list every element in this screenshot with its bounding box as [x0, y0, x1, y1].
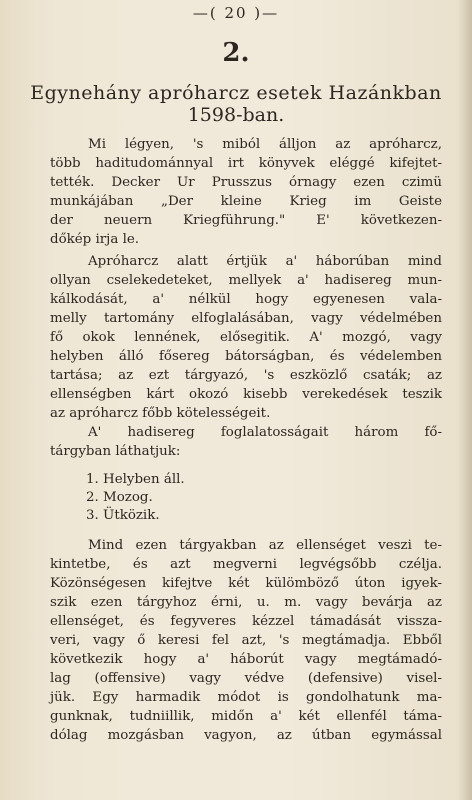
paragraph-1-line-4: munkájában „Der kleine Krieg im Geiste — [50, 194, 442, 209]
paragraph-4-line-11: dólag mozgásban vagyon, az útban egymással — [50, 728, 442, 743]
list-item-2: 2. Mozog. — [86, 490, 153, 505]
list-item-1: 1. Helyben áll. — [86, 472, 185, 487]
paragraph-2-line-4: melly tartomány elfoglalásában, vagy védelmében — [50, 311, 442, 326]
paragraph-4-line-8: lag (offensive) vagy védve (defensive) visel- — [50, 671, 442, 686]
paragraph-1-line-6: dőkép irja le. — [50, 232, 140, 247]
paragraph-2-line-3: kálkodását, a' nélkül hogy egyenesen vala- — [50, 292, 442, 307]
paragraph-4-line-6: veri, vagy ő keresi fel azt, 's megtámadja. Ebből — [50, 633, 442, 648]
paragraph-2-line-6: helyben álló fősereg bátorságban, és védelemben — [50, 349, 442, 364]
paragraph-4-line-7: következik hogy a' háborút vagy megtámadó- — [50, 652, 442, 667]
page-number-header: —( 20 )— — [192, 4, 280, 22]
paragraph-1-line-1: Mi légyen, 's miból álljon az apróharcz, — [88, 137, 442, 152]
paragraph-2-line-1: Apróharcz alatt értjük a' háborúban mind — [88, 254, 442, 269]
list-item-3: 3. Ütközik. — [86, 508, 160, 523]
section-title-line-1: Egynehány apróharcz esetek Hazánkban — [30, 82, 442, 104]
paragraph-3-line-2: tárgyban láthatjuk: — [50, 444, 181, 459]
paragraph-2-line-8: ellenségben kárt okozó kisebb verekedések teszik — [50, 387, 442, 402]
paragraph-4-line-9: jük. Egy harmadik módot is gondolhatunk ma- — [50, 690, 442, 705]
paragraph-2-line-7: tartása; az ezt tárgyazó, 's eszközlő csaták; az — [50, 368, 442, 383]
paragraph-1-line-2: több haditudománnyal irt könyvek eléggé kifejtet- — [50, 156, 442, 171]
paragraph-4-line-5: ellenséget, és fegyveres kézzel támadását vissza- — [50, 614, 442, 629]
paragraph-2-line-5: fő okok lennének, elősegitik. A' mozgó, vagy — [50, 330, 442, 345]
paragraph-4-line-2: kintetbe, és azt megverni legvégsőbb czélja. — [50, 557, 442, 572]
paragraph-3-line-1: A' hadisereg foglalatosságait három fő- — [88, 425, 442, 440]
paragraph-4-line-1: Mind ezen tárgyakban az ellenséget veszi te- — [88, 538, 442, 553]
paragraph-1-line-5: der neuern Kriegführung." E' következen- — [50, 213, 442, 228]
paragraph-4-line-10: gunknak, tudniillik, midőn a' két ellenfél táma- — [50, 709, 442, 724]
paragraph-2-line-2: ollyan cselekedeteket, mellyek a' hadisereg mun- — [50, 273, 442, 288]
section-title-line-2: 1598-ban. — [187, 104, 285, 126]
paragraph-4-line-3: Közönségesen kifejtve két külömböző úton igyek- — [50, 576, 442, 591]
paragraph-4-line-4: szik ezen tárgyhoz érni, u. m. vagy bevárja az — [50, 595, 442, 610]
paragraph-2-line-9: az apróharcz főbb kötelességeit. — [50, 406, 271, 421]
paragraph-1-line-3: tették. Decker Ur Prusszus órnagy ezen czimü — [50, 175, 442, 190]
chapter-number: 2. — [222, 38, 250, 68]
